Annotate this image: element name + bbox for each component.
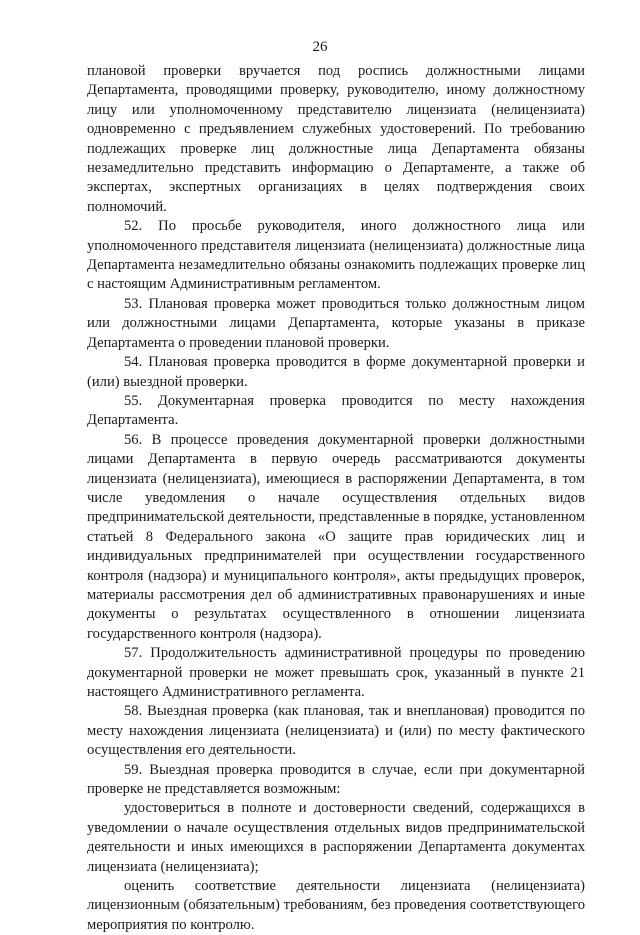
paragraph-56: 56. В процессе проведения документарной проверки должностными лицами Департамента в первую очередь рассматриваются документы лицензиата (нелицензиата), имеющиеся в распоряжении Департамента, в том числе уведомления о начале осуществления отдельных видов предпринимательской деятельности, представленные в порядке, установленном статьей 8 Федерального закона «О защите прав юридических лиц и индивидуальных предпринимателей при осуществлении государственного контроля (надзора) и муниципального контроля», акты предыдущих проверок, материалы рассмотрения дел об административных правонарушениях и иные документы о результатах осуществленного в отношении лицензиата государственного контроля (надзора). — [87, 431, 585, 642]
paragraph-57: 57. Продолжительность административной процедуры по проведению документарной проверки не может превышать срок, указанный в пункте 21 настоящего Административного регламента. — [87, 645, 585, 700]
paragraph-55: 55. Документарная проверка проводится по месту нахождения Департамента. — [87, 392, 585, 429]
paragraph-continuation: плановой проверки вручается под роспись должностными лицами Департамента, проводящими проверку, руководителю, иному должностному лицу или уполномоченному представителю лицензиата (нелицензиата) одновременно с предъявлением служебных удостоверений. По требованию подлежащих проверке лиц должностные лица Департамента обязаны незамедлительно представить информацию о Департаменте, а также об экспертах, экспертных организациях в целях подтверждения своих полномочий. — [87, 63, 585, 215]
paragraph-59-item-2: оценить соответствие деятельности лицензиата (нелицензиата) лицензионным (обязательным) требованиям, без проведения соответствующего мероприятия по контролю. — [87, 878, 585, 933]
paragraph-59-item-1: удостовериться в полноте и достоверности сведений, содержащихся в уведомлении о начале осуществления отдельных видов предпринимательской деятельности и иных имеющихся в распоряжении Департамента документах лицензиата (нелицензиата); — [87, 800, 585, 875]
paragraph-52: 52. По просьбе руководителя, иного должностного лица или уполномоченного представителя лицензиата (нелицензиата) должностные лица Департамента незамедлительно обязаны ознакомить подлежащих проверке лиц с настоящим Административным регламентом. — [87, 218, 585, 293]
document-body — [87, 62, 585, 935]
paragraph-59: 59. Выездная проверка проводится в случае, если при документарной проверке не представляется возможным: — [87, 761, 585, 798]
paragraph-54: 54. Плановая проверка проводится в форме документарной проверки и (или) выездной проверки. — [87, 354, 585, 390]
paragraph-58: 58. Выездная проверка (как плановая, так и внеплановая) проводится по месту нахождения лицензиата (нелицензиата) и (или) по месту фактического осуществления его деятельности. — [87, 703, 585, 759]
paragraph-53: 53. Плановая проверка может проводиться только должностным лицом или должностными лицами Департамента, которые указаны в приказе Департамента о проведении плановой проверки. — [87, 295, 585, 351]
page-number: 26 — [312, 39, 328, 55]
